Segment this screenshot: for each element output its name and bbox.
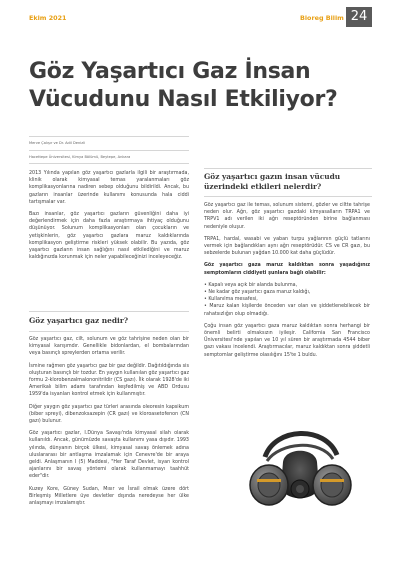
paragraph: Diğer yaygın göz yaşartıcı gaz türleri arasında oleoresin kapsikum (biber spreyi), dibenzoksazepin (CR gazı) ve kloroasetofenon (CN gazı) bulunur. [29,404,189,425]
paragraph: Kuzey Kore, Güney Sudan, Mısır ve İsrail olmak üzere dört Birleşmiş Milletlere üye devletler dışında neredeyse her ülke anlaşmayı imzalamıştır. [29,486,189,507]
paragraph: İsmine rağmen göz yaşartıcı gaz bir gaz değildir. Dağıtıldığında sis oluşturan basınçlı bir tozdur. En yaygın kullanılan göz yaşartıcı gaz formu 2-klorobenzalmalononitrildir (CS gazı). İlk olarak 1928'de iki Amerikalı bilim adamı tarafından keşfedilmiş ve ABD Ordusu 1959'da isyanları kontrol etmek için kullanmıştır. [29,363,189,398]
gas-mask-image [245,417,355,517]
section-divider [204,168,372,169]
paragraph: Bazı insanlar, göz yaşartıcı gazların güvenliğini daha iyi değerlendirmek için daha fazla araştırmaya ihtiyaç olduğunu düşünüyor. Solunum komplikasyonları olan çocukların ve yetişkinlerin, göz yaşartıcı gazlara maruz kaldıklarında komplikasyon geliştirme riskleri yüksek olabilir. Bu yazıda, göz yaşartıcı gazların insan sağlığını nasıl etkilediğini ve maruz kaldığınızda korunmak için neler yapabileceğinizi inceleyeceğiz. [29,212,189,261]
paragraph: TRPA1, hardal, wasabi ve yaban turpu yağlarının güçlü tatlarını vermek için bağlandıkları aynı ağrı reseptörüdür. CS ve CR gazı, bu sebzelerde bulunan yağdan 10.000 kat daha güçlüdür. [204,236,370,257]
list-item: • Ne kadar göz yaşartıcı gaza maruz kaldığı, [204,290,311,296]
list-item: • Kullanılma mesafesi, [204,297,258,303]
left-column-body [29,336,189,512]
lead-bold-text: Göz yaşartıcı gaza maruz kaldıktan sonra yaşadığınız semptomların ciddiyeti şunlara bağlı olabilir: [204,263,370,276]
paragraph: Göz yaşartıcı gaz ile temas, solunum sistemi, gözler ve ciltte tahrişe neden olur. Ağrı, göz yaşartıcı gazdaki kimyasalların TRPA1 ve TRPV1 adı verilen iki ağrı reseptöründen birine bağlanması nedeniyle oluşur. [204,203,370,230]
magazine-name: Bioreg Bilim [300,14,344,22]
symptom-factor-list [204,282,370,318]
right-column-body [204,202,370,364]
list-item: • Maruz kalan kişilerde önceden var olan ve şiddetlenebilecek bir rahatsızlığın olup olmadığı. [204,304,370,317]
issue-date: Ekim 2021 [29,14,67,22]
page-number: 24 [346,7,372,27]
section-divider [29,311,189,312]
article-title: Göz Yaşartıcı Gaz İnsan Vücudunu Nasıl Etkiliyor? [29,59,338,112]
section-heading-what-is-tear-gas: Göz yaşartıcı gaz nedir? [29,316,129,325]
section-heading-effects: Göz yaşartıcı gazın insan vücudu üzerindeki etkileri nelerdir? [204,172,341,191]
section-divider [29,331,189,332]
title-divider [29,136,189,137]
paragraph: Çoğu insan göz yaşartıcı gaza maruz kaldıktan sonra herhangi bir önemli belirti olmaksızın iyileşir. California San Francisco Üniversitesi'nde yapılan ve 10 yıl süren bir araştırmada 4544 biber gazı vakası incelendi. Araştırmacılar, maruz kaldıktan sonra şiddetli semptomlar geliştirme olasılığını 15'te 1 buldu. [204,323,370,358]
paragraph: 2013 Yılında yapılan göz yaşartıcı gazlarla ilgili bir araştırmada, klinik olarak kimyasal temas yaralanmaları göz komplikasyonlarına nadiren sebep olduğunu bildirildi. Ancak, bu gazların insanlar üzerinde kullanımı konusunda hala ciddi tartışmalar var. [29,171,189,205]
left-column-intro [29,170,189,266]
paragraph: Göz yaşartıcı gazlar, I.Dünya Savaşı'nda kimyasal silah olarak kullanıldı. Ancak, günümüzde savaşta kullanımı yasa dışıdır. 1993 yılında, dünyanın birçok ülkesi, kimyasal savaş önlemek adına uluslararası bir antlaşma imzalamak için Cenevre'de bir araya geldi. Anlaşmanın I (5) Maddesi, "Her Taraf Devlet, isyan kontrol ajanlarını bir savaş yöntemi olarak kullanmamayı taahhüt eder"dir. [29,431,189,480]
authors-divider [29,150,189,151]
paragraph: Göz yaşartıcı gaz, cilt, solunum ve göz tahrişine neden olan bir kimyasal karışımdır. Genellikle bidonlardan, el bombalarından veya basınçlı spreylerden ortama verilir. [29,337,189,357]
article-affiliation: Hacettepe Üniversitesi, Kimya Bölümü, Beytepe, Ankara [29,155,131,159]
section-divider [204,196,372,197]
affiliation-divider [29,163,189,164]
article-authors: Merve Çalışır ve Dr. Adil Denizli [29,141,86,145]
list-item: • Kapalı veya açık bir alanda bulunma, [204,282,298,288]
